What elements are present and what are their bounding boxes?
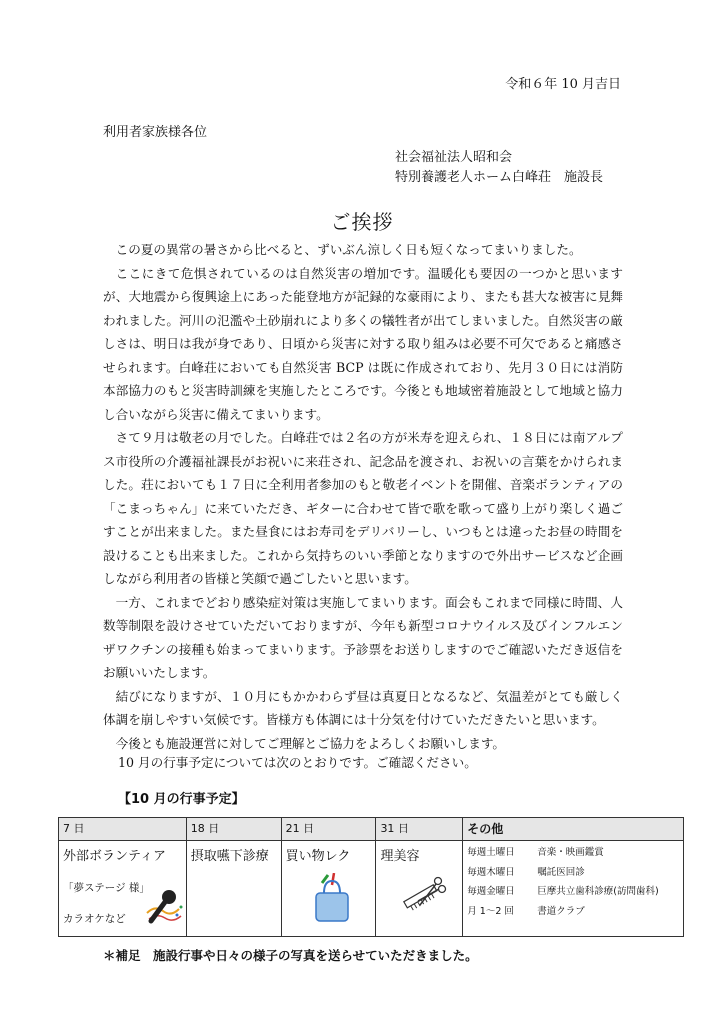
schedule-body-row (59, 841, 684, 937)
schedule-cell (376, 841, 463, 937)
letter-body (103, 238, 623, 755)
schedule-date: 18 日 (186, 818, 281, 841)
schedule-event: 理美容 (380, 849, 420, 864)
paragraph: ここにきて危惧されているのは自然災害の増加です。温暖化も要因の一つかと思いますが、大地震から復興途上にあった能登地方が記録的な豪雨により、またも甚大な被害に見舞われました。河川の氾濫や土砂崩れにより多くの犠牲者が出てしまいました。自然災害の厳しさは、明日は我が身であり、日頃から災害に対する取り組みは必要不可欠であると痛感させられます。白峰荘においても自然災害 BCP は既に作成されており、先月３０日には消防本部協力のもと災害時訓練を実施したところです。今後とも地域密着施設として地域と協力し合いながら災害に備えてまいります。 (103, 265, 623, 422)
schedule-event: 摂取嚥下診療 (190, 849, 269, 864)
paragraph: この夏の異常の暑さから比べると、ずいぶん涼しく日も短くなってまいりました。 (115, 242, 582, 257)
schedule-cell (59, 841, 187, 937)
schedule-table (58, 817, 684, 937)
schedule-cell (186, 841, 281, 937)
list-item: 毎週金曜日 巨摩共立歯科診療(訪問歯科) (467, 886, 659, 897)
paragraph: 結びになりますが、１０月にもかかわらず昼は真夏日となるなど、気温差がとても厳しく体調を崩しやすい気候です。皆様方も体調には十分気を付けていただきたいと思います。 (103, 688, 623, 727)
footnote: ＊補足 施設行事や日々の様子の写真を送らせていただきました。 (103, 948, 478, 963)
schedule-date: 21 日 (281, 818, 376, 841)
schedule-event: 買い物レク (285, 849, 351, 864)
schedule-title: 【10 月の行事予定】 (118, 792, 245, 807)
sender-organization: 社会福祉法人昭和会 (395, 150, 513, 165)
list-item: 月 1～2 回 書道クラブ (467, 905, 585, 917)
schedule-cell (281, 841, 376, 937)
schedule-other-cell (463, 841, 684, 937)
list-item: 毎週土曜日 音楽・映画鑑賞 (467, 847, 604, 858)
paragraph: さて９月は敬老の月でした。白峰荘では２名の方が米寿を迎えられ、１８日には南アルプス市役所の介護福祉課長がお祝いに来荘され、記念品を渡され、お祝いの言葉をかけられました。荘においても１７日に全利用者参加のもと敬老イベントを開催、音楽ボランティアの「こまっちゃん」に来ていただき、ギターに合わせて皆で歌を歌って盛り上がり楽しく過ごすことが出来ました。また昼食にはお寿司をデリバリーし、いつもとは違ったお昼の時間を設けることも出来ました。これから気持ちのいい季節となりますので外出サービスなど企画しながら利用者の皆様と笑顔で過ごしたいと思います。 (103, 430, 623, 586)
schedule-header-row (59, 818, 684, 841)
letter-date: 令和６年 10 月吉日 (505, 77, 621, 92)
scissors-comb-icon (398, 873, 448, 913)
schedule-event-detail: 「夢ステージ 様」 (63, 881, 150, 894)
schedule-event: 外部ボランティア (63, 849, 166, 864)
schedule-date: 31 日 (376, 818, 463, 841)
other-list (467, 843, 679, 921)
microphone-icon (143, 885, 187, 929)
schedule-notice: 10 月の行事予定については次のとおりです。ご確認ください。 (118, 755, 477, 770)
schedule-date: 7 日 (59, 818, 187, 841)
letter-title: ご挨拶 (330, 210, 394, 234)
paragraph: 一方、これまでどおり感染症対策は実施してまいります。面会もこれまで同様に時間、人数等制限を設けさせていただいておりますが、今年も新型コロナウイルス及びインフルエンザワクチンの接種も始まってまいります。予診票をお送りしますのでご確認いただき返信をお願いいたします。 (103, 594, 623, 680)
schedule-event-detail: カラオケなど (63, 913, 126, 925)
paragraph: 今後とも施設運営に対してご理解とご協力をよろしくお願いします。 (115, 735, 505, 751)
recipient: 利用者家族様各位 (103, 125, 208, 140)
list-item: 毎週木曜日 嘱託医回診 (467, 866, 585, 878)
schedule-other-label: その他 (463, 818, 684, 841)
sender-name: 特別養護老人ホーム白峰荘 施設長 (395, 170, 604, 185)
shopping-bag-icon (312, 873, 352, 925)
